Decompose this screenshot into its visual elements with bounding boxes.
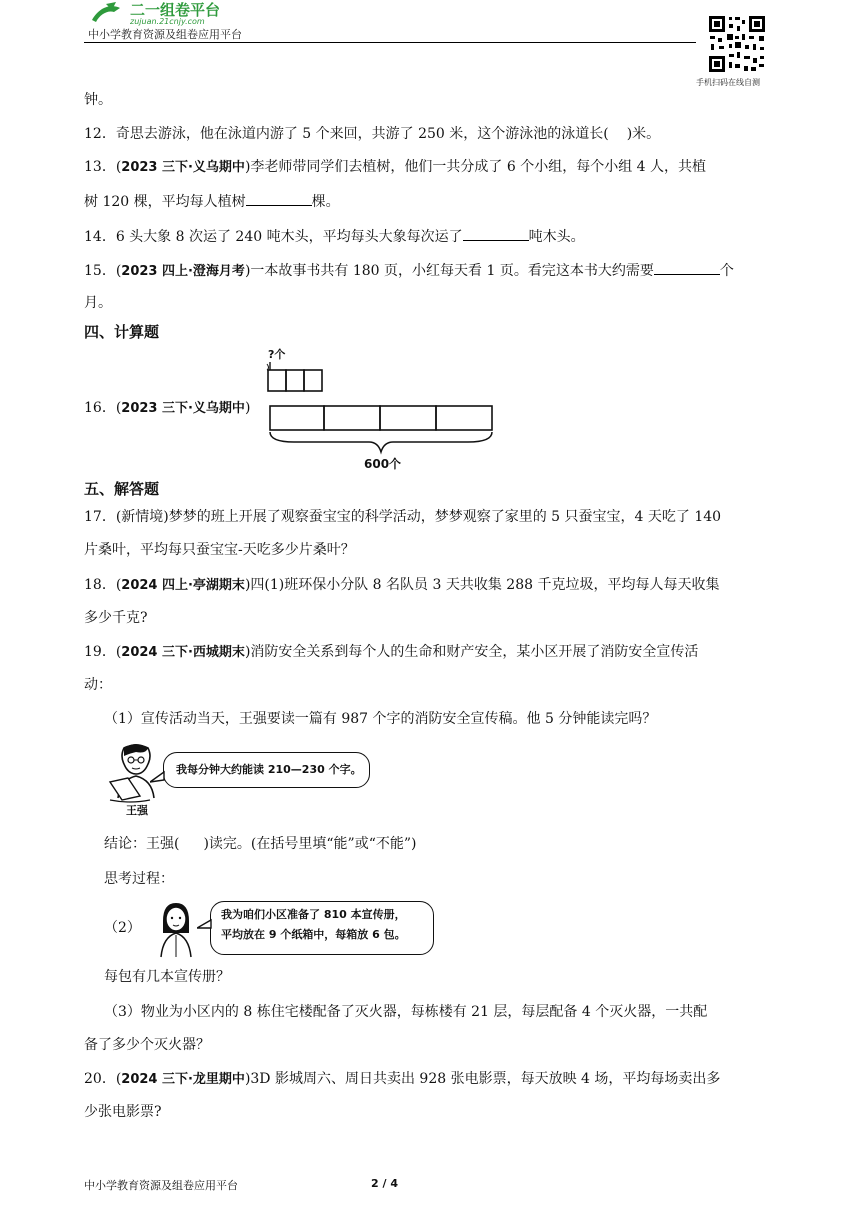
continuation-text: 钟。 xyxy=(84,92,112,108)
question-13 xyxy=(84,157,706,178)
question-20-line-2: 少张电影票? xyxy=(84,1104,162,1120)
question-19 xyxy=(84,642,698,663)
question-13-number: 13．( xyxy=(84,159,122,175)
question-13-end: 棵。 xyxy=(311,194,340,210)
speech-tail-icon xyxy=(197,918,213,932)
answer-blank[interactable] xyxy=(463,226,529,241)
big-box-3 xyxy=(380,406,436,430)
page-number: 2 / 4 xyxy=(371,1177,398,1190)
site-logo xyxy=(86,0,276,26)
logo-url: zujuan.21cnjy.com xyxy=(130,17,205,26)
section-heading-4: 四、计算题 xyxy=(84,323,160,341)
boy-name: 王强 xyxy=(126,804,148,817)
bottom-brace xyxy=(270,432,492,452)
question-17: 17．(新情境)梦梦的班上开展了观察蚕宝宝的科学活动，梦梦观察了家里的 5 只蚕宝宝，4 天吃了 140 xyxy=(84,509,722,525)
question-14 xyxy=(84,226,585,247)
diagram-bottom-label: 600个 xyxy=(364,457,402,471)
question-18-line-2: 多少千克? xyxy=(84,610,148,626)
small-box-1 xyxy=(268,370,286,391)
question-17-line-2: 片桑叶，平均每只蚕宝宝-天吃多少片桑叶？ xyxy=(84,542,355,558)
header-subtitle: 中小学教育资源及组卷应用平台 xyxy=(88,28,242,41)
small-box-2 xyxy=(286,370,304,391)
question-12-end: )米。 xyxy=(626,126,661,142)
question-15 xyxy=(84,260,734,282)
question-13-line-2 xyxy=(84,191,340,212)
question-15-line-2: 月。 xyxy=(84,295,112,311)
question-19-number: 19．( xyxy=(84,644,122,660)
question-19-text: )消防安全关系到每个人的生命和财产安全，某小区开展了消防安全宣传活 xyxy=(244,644,699,660)
question-18-number: 18．( xyxy=(84,577,122,593)
big-box-4 xyxy=(436,406,492,430)
section-heading-5: 五、解答题 xyxy=(84,480,160,498)
conclusion xyxy=(104,834,416,854)
small-box-3 xyxy=(304,370,322,391)
conclusion-text: 结论：王强( xyxy=(104,836,180,852)
answer-blank[interactable] xyxy=(246,191,312,206)
question-13-text-2: 树 120 棵，平均每人植树 xyxy=(84,194,246,210)
speech-tail-icon xyxy=(150,770,168,784)
question-14-text: 14．6 头大象 8 次运了 240 吨木头，平均每头大象每次运了 xyxy=(84,229,463,245)
header-divider xyxy=(84,42,696,43)
question-14-end: 吨木头。 xyxy=(528,229,585,245)
qr-caption: 手机扫码在线自测 xyxy=(696,78,760,87)
diagram-top-label: ?个 xyxy=(268,348,286,361)
question-12 xyxy=(84,124,660,144)
question-20-text: )3D 影城周六、周日共卖出 928 张电影票，每天放映 4 场，平均每场卖出多 xyxy=(244,1071,721,1087)
question-19-line-2: 动： xyxy=(84,677,112,693)
question-16-source: 2023 三下·义乌期中 xyxy=(121,401,245,416)
question-18 xyxy=(84,575,719,596)
question-13-text: )李老师带同学们去植树，他们一共分成了 6 个小组，每个小组 4 人，共植 xyxy=(244,159,707,175)
girl-bubble-line-1: 我为咱们小区准备了 810 本宣传册， xyxy=(221,908,406,921)
question-19-part-2-ask: 每包有几本宣传册？ xyxy=(104,969,230,985)
girl-bubble-line-2: 平均放在 9 个纸箱中，每箱放 6 包。 xyxy=(221,928,406,941)
speech-bubble-girl xyxy=(210,901,434,955)
question-15-end: 个 xyxy=(719,263,734,279)
big-box-1 xyxy=(270,406,324,430)
question-20 xyxy=(84,1069,720,1090)
girl-icon xyxy=(155,899,197,959)
question-15-number: 15．( xyxy=(84,263,122,279)
question-20-number: 20．( xyxy=(84,1071,122,1087)
big-box-2 xyxy=(324,406,380,430)
question-15-source: 2023 四上·澄海月考 xyxy=(121,264,245,279)
question-19-part-2-label: （2） xyxy=(104,920,141,936)
logo-text: 二一组卷平台 xyxy=(130,1,221,19)
conclusion-end: )读完。(在括号里填“能”或“不能”) xyxy=(203,836,417,852)
question-20-source: 2024 三下·龙里期中 xyxy=(121,1072,245,1087)
question-19-part-1: （1）宣传活动当天，王强要读一篇有 987 个字的消防安全宣传稿。他 5 分钟能读完吗？ xyxy=(104,711,657,727)
thinking-process: 思考过程： xyxy=(104,871,174,887)
question-18-source: 2024 四上·亭湖期末 xyxy=(121,578,245,593)
question-19-part-3-line-2: 备了多少个灭火器？ xyxy=(84,1037,210,1053)
question-18-text: )四(1)班环保小分队 8 名队员 3 天共收集 288 千克垃圾，平均每人每天收集 xyxy=(244,577,720,593)
qr-code-icon[interactable] xyxy=(707,14,767,74)
question-16-number: 16．( xyxy=(84,400,122,416)
footer-text: 中小学教育资源及组卷应用平台 xyxy=(84,1179,238,1192)
question-19-source: 2024 三下·西城期末 xyxy=(121,645,245,660)
bar-model-diagram xyxy=(264,344,500,472)
question-16 xyxy=(84,398,250,419)
question-12-text: 12．奇思去游泳，他在泳道内游了 5 个来回，共游了 250 米，这个游泳池的泳道长( xyxy=(84,126,609,142)
question-19-part-3: （3）物业为小区内的 8 栋住宅楼配备了灭火器，每栋楼有 21 层，每层配备 4 个灭火器，一共配 xyxy=(104,1004,708,1020)
question-15-text: )一本故事书共有 180 页，小红每天看 1 页。看完这本书大约需要 xyxy=(244,263,654,279)
question-13-source: 2023 三下·义乌期中 xyxy=(121,160,245,175)
speech-bubble-wang: 我每分钟大约能读 210—230 个字。 xyxy=(163,752,370,788)
question-16-end: ) xyxy=(244,400,251,416)
answer-blank[interactable] xyxy=(654,260,720,275)
